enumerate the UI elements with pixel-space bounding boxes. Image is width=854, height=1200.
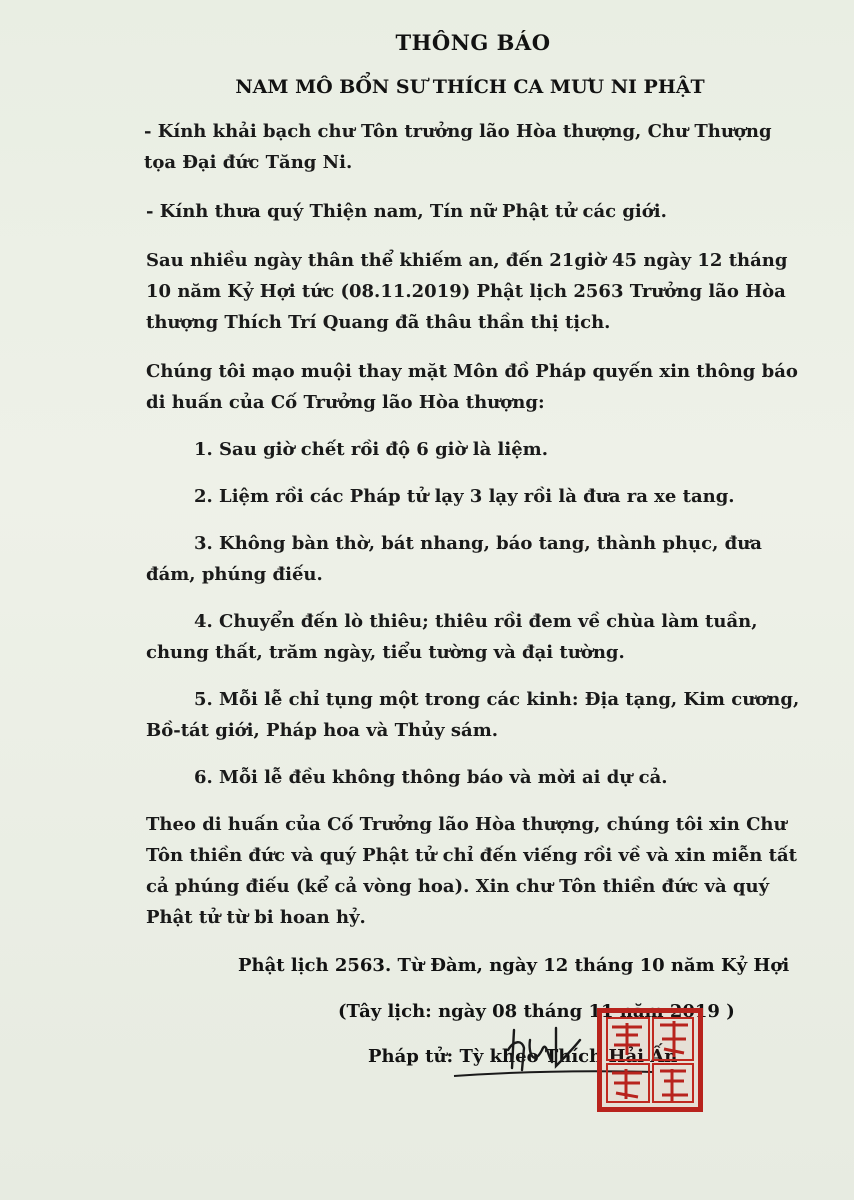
closing-paragraph: Theo di huấn của Cố Trưởng lão Hòa thượng, chúng tôi xin Chư Tôn thiền đức và quý Phật tử chỉ đến viếng rồi về và xin miễn tất cả phúng điếu (kể cả vòng hoa). Xin chư Tôn thiền đức và quý Phật tử từ bi hoan hỷ. <box>146 814 797 928</box>
announcement-paragraph: Sau nhiều ngày thân thể khiếm an, đến 21giờ 45 ngày 12 tháng 10 năm Kỷ Hợi tức (08.11.2019) Phật lịch 2563 Trưởng lão Hòa thượng Thích Trí Quang đã thâu thần thị tịch. <box>146 250 788 333</box>
intro-paragraph: Chúng tôi mạo muội thay mặt Môn đồ Pháp quyến xin thông báo di huấn của Cố Trưởng lão Hòa thượng: <box>146 361 798 413</box>
list-item: 3. Không bàn thờ, bát nhang, báo tang, thành phục, đưa đám, phúng điếu. <box>146 533 762 585</box>
notice-subtitle: NAM MÔ BỔN SƯ THÍCH CA MƯU NI PHẬT <box>235 76 705 98</box>
salutation-clergy: - Kính khải bạch chư Tôn trưởng lão Hòa thượng, Chư Thượng tọa Đại đức Tăng Ni. <box>144 121 772 173</box>
salutation-laity: - Kính thưa quý Thiện nam, Tín nữ Phật tử các giới. <box>146 201 667 222</box>
list-item: 1. Sau giờ chết rồi độ 6 giờ là liệm. <box>194 439 548 460</box>
buddhist-date: Phật lịch 2563. Từ Đàm, ngày 12 tháng 10 năm Kỷ Hợi <box>238 955 790 976</box>
seal-stamp-icon <box>597 1008 703 1112</box>
list-item: 6. Mỗi lễ đều không thông báo và mời ai dự cả. <box>194 767 668 788</box>
list-item: 2. Liệm rồi các Pháp tử lạy 3 lạy rồi là đưa ra xe tang. <box>194 486 735 507</box>
list-item: 4. Chuyển đến lò thiêu; thiêu rồi đem về chùa làm tuần, chung thất, trăm ngày, tiểu tường và đại tường. <box>146 611 758 663</box>
signer-name: Pháp tử: Tỳ kheo Thích Hải Ấn <box>368 1046 678 1067</box>
instruction-list <box>146 434 804 793</box>
list-item: 5. Mỗi lễ chỉ tụng một trong các kinh: Địa tạng, Kim cương, Bồ-tát giới, Pháp hoa và Thủy sám. <box>146 689 800 741</box>
notice-title: THÔNG BÁO <box>395 30 551 55</box>
gregorian-date: (Tây lịch: ngày 08 tháng 11 năm 2019 ) <box>338 1001 735 1022</box>
